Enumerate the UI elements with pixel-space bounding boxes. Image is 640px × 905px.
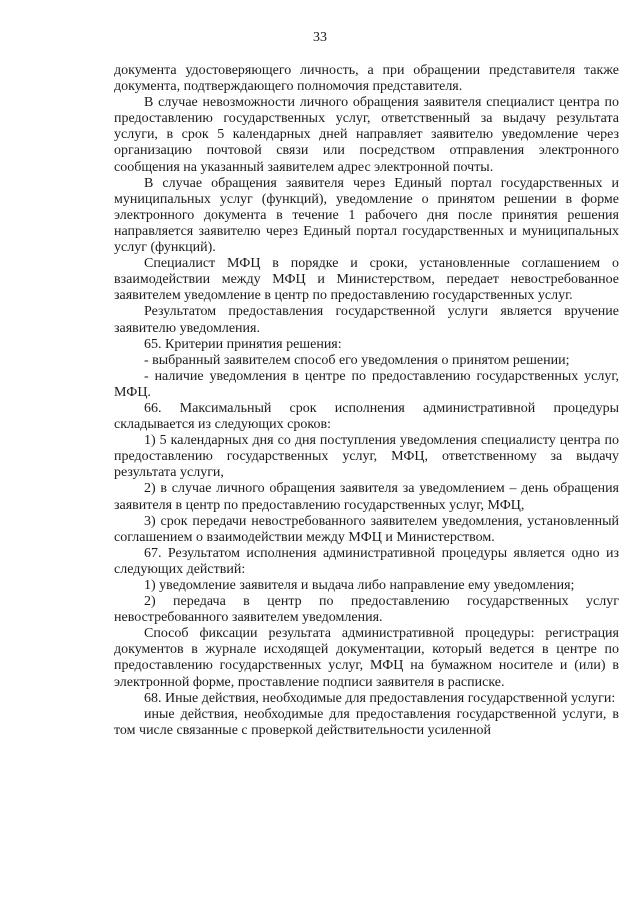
paragraph: 65. Критерии принятия решения: xyxy=(144,336,342,352)
paragraph: Результатом предоставления государственной услуги является вручение заявителю уведомления. xyxy=(114,304,619,336)
paragraph: Специалист МФЦ в порядке и сроки, установленные соглашением о взаимодействии между МФЦ и Министерством, передает невостребованное заявителем уведомление в центр по предоставлению государственных услуг. xyxy=(114,256,619,304)
paragraph: 3) срок передачи невостребованного заявителем уведомления, установленный соглашением о взаимодействии между МФЦ и Министерством. xyxy=(114,513,619,545)
document-body xyxy=(114,63,619,739)
paragraph: документа удостоверяющего личность, а при обращении представителя также документа, подтверждающего полномочия представителя. xyxy=(114,63,619,95)
paragraph: 1) 5 календарных дня со дня поступления уведомления специалисту центра по предоставлению государственных услуг, МФЦ, ответственному за выдачу результата услуги, xyxy=(114,433,619,481)
paragraph: 66. Максимальный срок исполнения административной процедуры складывается из следующих сроков: xyxy=(114,400,619,433)
paragraph: - наличие уведомления в центре по предоставлению государственных услуг, МФЦ. xyxy=(114,368,619,400)
paragraph: В случае невозможности личного обращения заявителя специалист центра по предоставлению государственных услуг, ответственный за выдачу результата услуги, в срок 5 календарных дней направляет заявителю уведомление через организацию почтовой связи или посредством отправления электронного сообщения на указанный заявителем адрес электронной почты. xyxy=(114,95,619,175)
page-number: 33 xyxy=(313,30,327,45)
paragraph: 1) уведомление заявителя и выдача либо направление ему уведомления; xyxy=(144,578,575,593)
paragraph: 67. Результатом исполнения административной процедуры является одно из следующих действий: xyxy=(114,545,619,577)
paragraph: В случае обращения заявителя через Единый портал государственных и муниципальных услуг (функций), уведомление о принятом решении в форме электронного документа в течение 1 рабочего дня после принятия решения направляется заявителю через Единый портал государственных и муниципальных услуг (функций). xyxy=(114,175,619,256)
paragraph: Способ фиксации результата административной процедуры: регистрация документов в журнале исходящей документации, который ведется в центре по предоставлению государственных услуг, МФЦ на бумажном носителе и (или) в электронной форме, проставление подписи заявителя в расписке. xyxy=(114,626,619,690)
paragraph: иные действия, необходимые для предоставления государственной услуги, в том числе связанные с проверкой действительности усиленной xyxy=(114,706,619,738)
paragraph: 68. Иные действия, необходимые для предоставления государственной услуги: xyxy=(144,690,616,706)
paragraph: 2) передача в центр по предоставлению государственных услуг невостребованного заявителем уведомления. xyxy=(114,594,619,626)
paragraph: - выбранный заявителем способ его уведомления о принятом решении; xyxy=(144,352,570,368)
paragraph: 2) в случае личного обращения заявителя за уведомлением – день обращения заявителя в центр по предоставлению государственных услуг, МФЦ, xyxy=(114,481,619,513)
